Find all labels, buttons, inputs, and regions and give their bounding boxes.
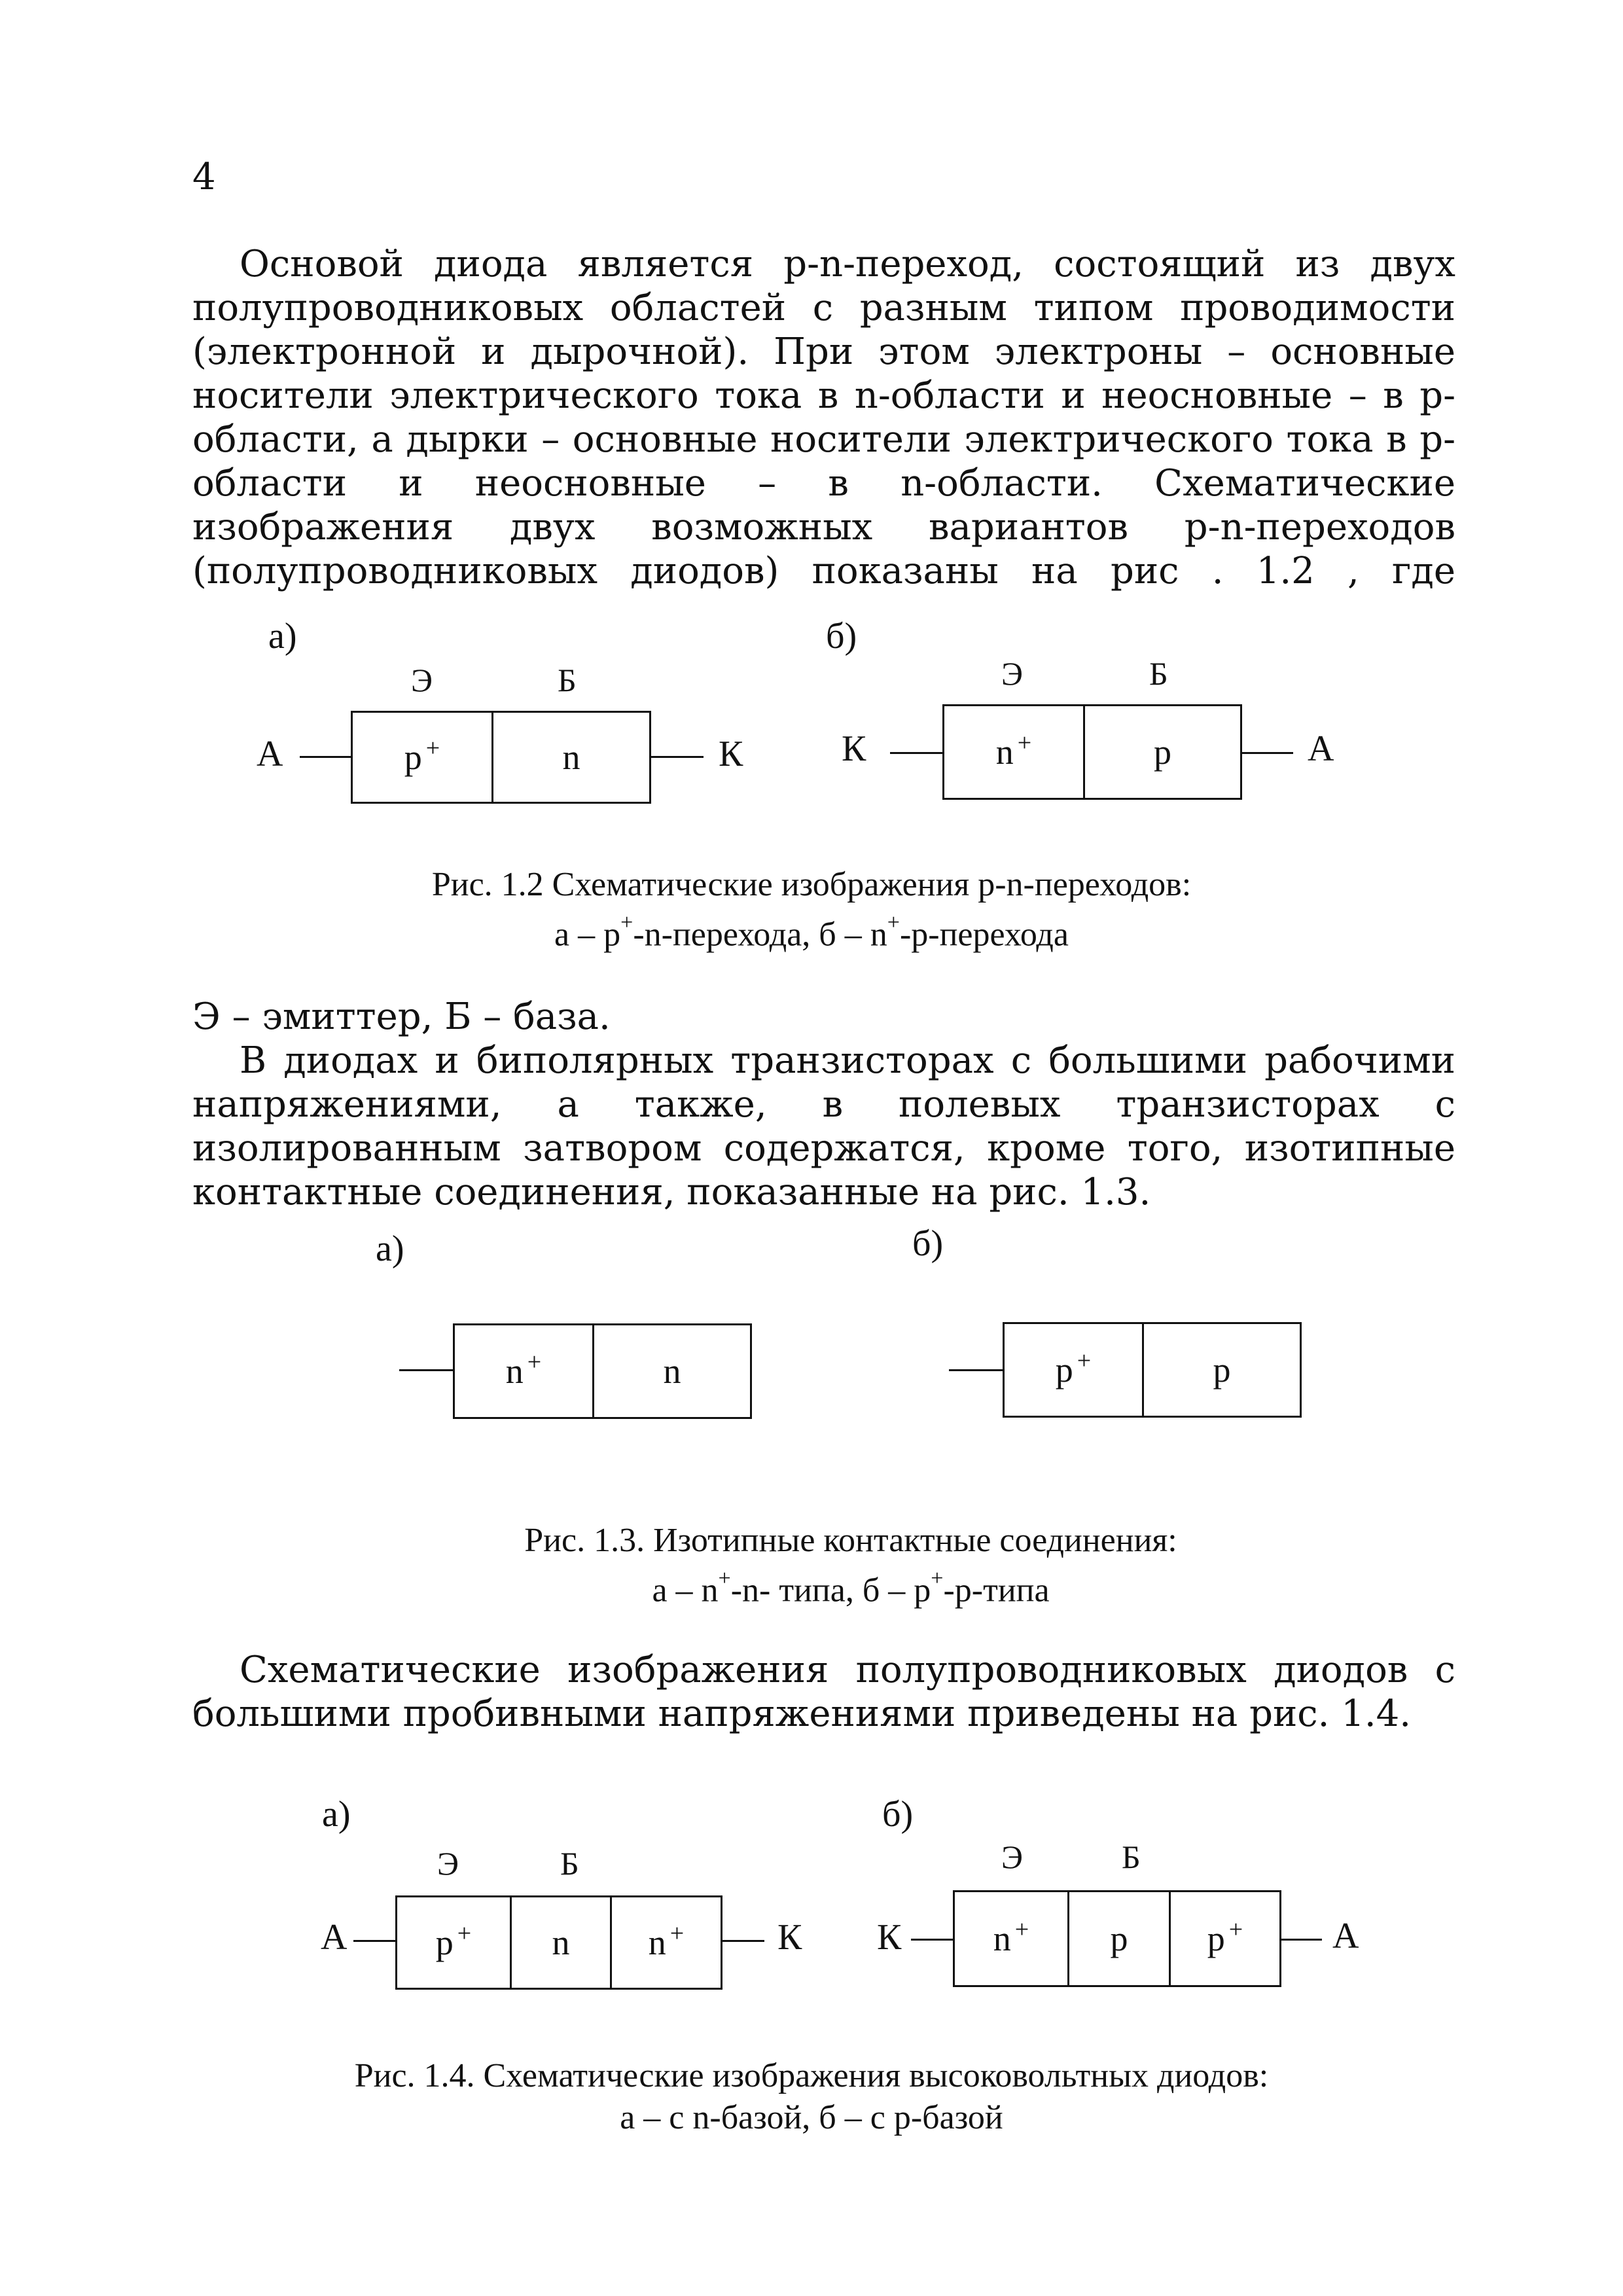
lead-wire	[949, 1369, 1003, 1371]
text-line: (электронной и дырочной). При этом электроны – основные	[192, 331, 1455, 373]
fig12-label-b: б)	[826, 616, 857, 656]
lead-wire	[1281, 1939, 1322, 1941]
cathode-terminal: К	[842, 728, 866, 769]
fig13-label-b: б)	[912, 1223, 944, 1264]
paragraph-2	[192, 995, 1455, 1214]
lead-wire	[1242, 752, 1293, 754]
fig14-label-a: а)	[322, 1794, 351, 1835]
n-plus-region: n +	[953, 1890, 1069, 1987]
base-label: Б	[1122, 1839, 1141, 1875]
base-label: Б	[558, 662, 577, 698]
lead-wire	[399, 1369, 453, 1371]
lead-wire	[911, 1939, 953, 1941]
fig13-label-a: а)	[376, 1229, 404, 1269]
text-line: изображения двух возможных вариантов р-n-переходов	[192, 506, 1455, 548]
caption-line: а – p+-n-перехода, б – n+-p-перехода	[554, 910, 1069, 954]
p-plus-region: p +	[351, 711, 493, 804]
figure-caption	[327, 1520, 1374, 1611]
p-region: p	[1067, 1890, 1171, 1987]
text-line: области и неосновные – в n-области. Схематические	[192, 462, 1455, 505]
text-line: большими пробивными напряжениями приведены на рис. 1.4.	[192, 1693, 1412, 1735]
lead-wire	[300, 756, 351, 758]
text-line: контактные соединения, показанные на рис. 1.3.	[192, 1171, 1151, 1213]
text-line: Основой диода является р-n-переход, состоящий из двух	[240, 243, 1455, 285]
text-line: (полупроводниковых диодов) показаны на рис . 1.2 , где	[192, 550, 1455, 592]
n-region: n	[491, 711, 651, 804]
base-label: Б	[560, 1845, 579, 1882]
emitter-label: Э	[1001, 1839, 1024, 1875]
p-region: p	[1083, 704, 1242, 800]
text-line: Схематические изображения полупроводниковых диодов с	[240, 1649, 1455, 1691]
fig14-label-b: б)	[882, 1794, 914, 1835]
p-plus-region: p +	[395, 1895, 512, 1990]
lead-wire	[890, 752, 942, 754]
caption-line: Рис. 1.2 Схематические изображения p-n-переходов:	[431, 866, 1192, 903]
n-region: n	[592, 1323, 752, 1419]
caption-line: а – n+-n- типа, б – p+-p-типа	[652, 1566, 1050, 1609]
anode-terminal: А	[1332, 1916, 1359, 1956]
text-line: носители электрического тока в n-области и неосновные – в р-	[192, 374, 1455, 417]
text-line: полупроводниковых областей с разным типом проводимости	[192, 287, 1455, 329]
base-label: Б	[1149, 655, 1168, 692]
anode-terminal: А	[321, 1917, 348, 1958]
text-line: Э – эмиттер, Б – база.	[192, 996, 611, 1038]
text-line: В диодах и биполярных транзисторах с большими рабочими	[240, 1039, 1455, 1082]
paragraph-1	[192, 242, 1455, 593]
cathode-terminal: К	[719, 734, 743, 774]
paragraph-3	[192, 1648, 1455, 1736]
lead-wire	[722, 1940, 764, 1942]
lead-wire	[353, 1940, 395, 1942]
p-plus-region: p +	[1003, 1322, 1144, 1418]
cathode-terminal: К	[877, 1917, 902, 1958]
caption-line: Рис. 1.3. Изотипные контактные соединения:	[524, 1522, 1177, 1559]
emitter-label: Э	[437, 1845, 459, 1882]
emitter-label: Э	[1001, 655, 1024, 692]
cathode-terminal: К	[777, 1917, 802, 1958]
emitter-label: Э	[411, 662, 433, 698]
figure-caption	[262, 2055, 1361, 2139]
figure-caption	[262, 864, 1361, 956]
p-plus-region: p +	[1169, 1890, 1281, 1987]
lead-wire	[651, 756, 704, 758]
caption-line: Рис. 1.4. Схематические изображения высоковольтных диодов:	[354, 2057, 1269, 2094]
text-line: изолированным затвором содержатся, кроме того, изотипные	[192, 1127, 1455, 1170]
n-plus-region: n +	[610, 1895, 722, 1990]
text-line: области, а дырки – основные носители электрического тока в р-	[192, 418, 1455, 461]
n-region: n	[510, 1895, 612, 1990]
n-plus-region: n +	[942, 704, 1085, 800]
fig12-label-a: а)	[268, 616, 297, 656]
anode-terminal: А	[257, 734, 283, 774]
page-number: 4	[192, 156, 216, 198]
n-plus-region: n +	[453, 1323, 594, 1419]
anode-terminal: А	[1308, 728, 1334, 769]
text-line: напряжениями, а также, в полевых транзисторах с	[192, 1083, 1455, 1126]
p-region: p	[1142, 1322, 1302, 1418]
caption-line: а – с n-базой, б – с p-базой	[620, 2099, 1003, 2136]
